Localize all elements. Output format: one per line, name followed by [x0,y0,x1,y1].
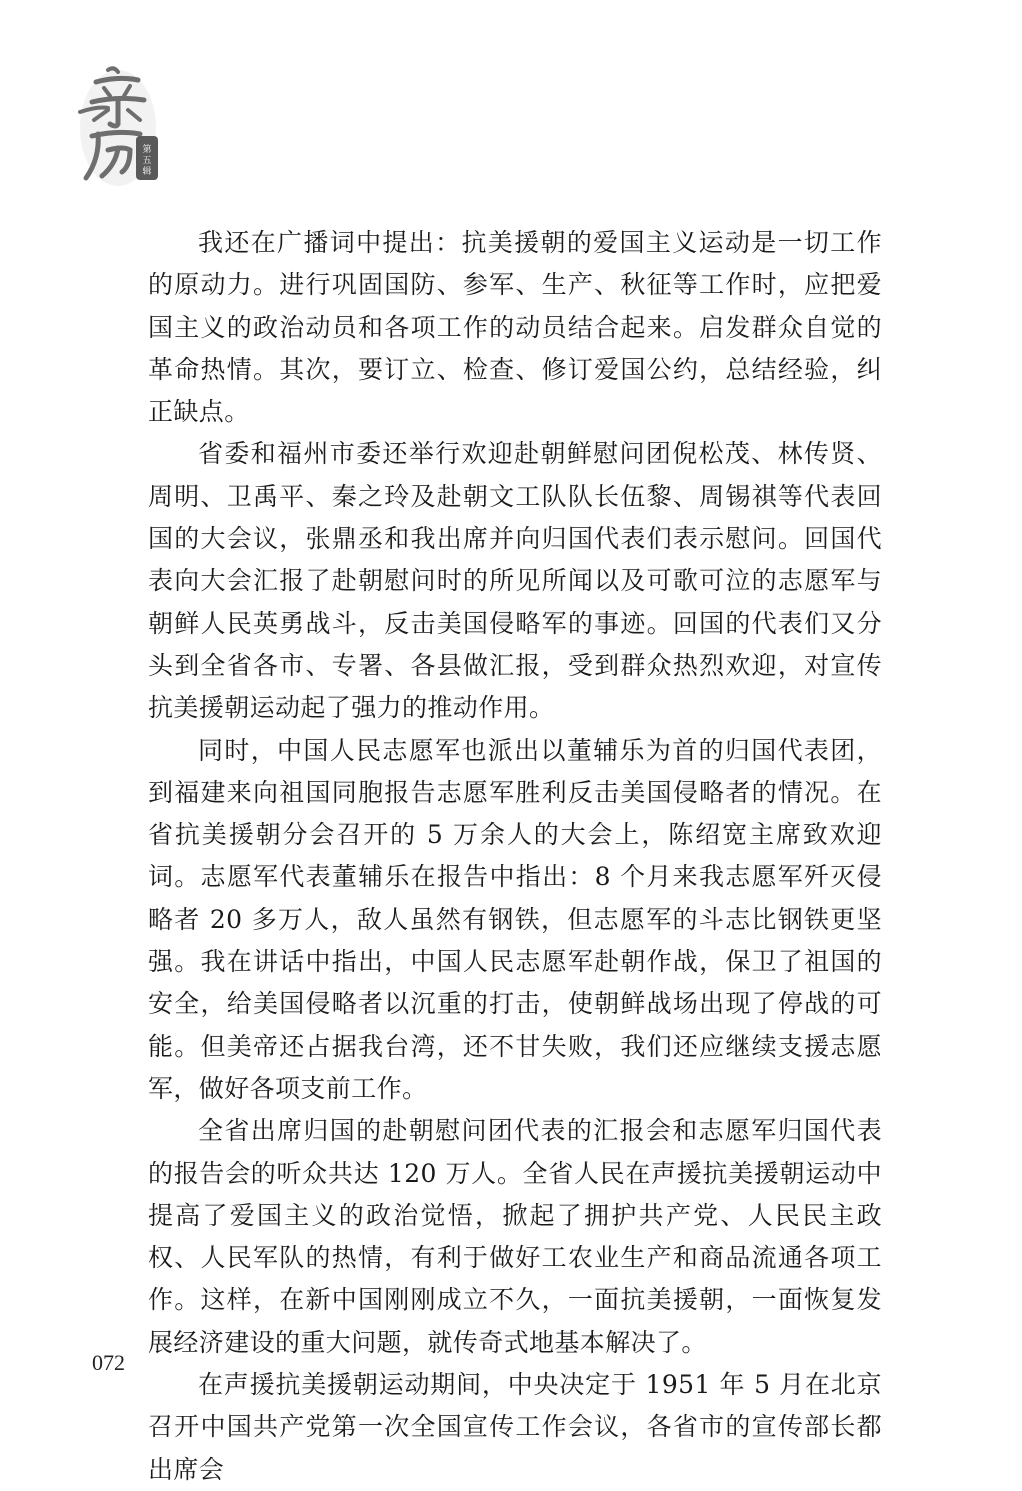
article-body [148,222,882,1491]
paragraph-propaganda-conference: 在声援抗美援朝运动期间，中央决定于 1951 年 5 月在北京召开中国共产党第一次全国宣传工作会议，各省市的宣传部长都出席会 [148,1370,882,1484]
logo-badge-char-1: 第 [142,145,152,155]
logo-badge-char-3: 辑 [142,167,152,177]
paragraph-broadcast-speech: 我还在广播词中提出：抗美援朝的爱国主义运动是一切工作的原动力。进行巩固国防、参军、生产、秋征等工作时，应把爱国主义的政治动员和各项工作的动员结合起来。启发群众自觉的革命热情。其次，要订立、检查、修订爱国公约，总结经验，纠正缺点。 [148,228,882,427]
paragraph-welcome-delegation: 省委和福州市委还举行欢迎赴朝鲜慰问团倪松茂、林传贤、周明、卫禹平、秦之玲及赴朝文工队队长伍黎、周锡祺等代表回国的大会议，张鼎丞和我出席并向归国代表们表示慰问。回国代表向大会汇报了赴朝慰问时的所见所闻以及可歌可泣的志愿军与朝鲜人民英勇战斗，反击美国侵略军的事迹。回国的代表们又分头到全省各市、专署、各县做汇报，受到群众热烈欢迎，对宣传抗美援朝运动起了强力的推动作用。 [148,439,882,723]
book-series-logo [78,62,164,188]
paragraph-volunteer-army-report: 同时，中国人民志愿军也派出以董辅乐为首的归国代表团，到福建来向祖国同胞报告志愿军胜利反击美国侵略者的情况。在省抗美援朝分会召开的 5 万余人的大会上，陈绍宽主席致欢迎词。志愿军代表董辅乐在报告中指出：8 个月来我志愿军歼灭侵略者 20 多万人，敌人虽然有钢铁，但志愿军的斗志比钢铁更坚强。我在讲话中指出，中国人民志愿军赴朝作战，保卫了祖国的安全，给美国侵略者以沉重的打击，使朝鲜战场出现了停战的可能。但美帝还占据我台湾，还不甘失败，我们还应继续支援志愿军，做好各项支前工作。 [148,735,882,1103]
calligraphy-logo-icon [78,62,164,188]
logo-badge-char-2: 五 [142,156,152,166]
paragraph-audience-total: 全省出席归国的赴朝慰问团代表的汇报会和志愿军归国代表的报告会的听众共达 120 万人。全省人民在声援抗美援朝运动中提高了爱国主义的政治觉悟，掀起了拥护共产党、人民民主政权、人民军队的热情，有利于做好工农业生产和商品流通各项工作。这样，在新中国刚刚成立不久，一面抗美援朝，一面恢复发展经济建设的重大问题，就传奇式地基本解决了。 [148,1116,882,1357]
page-number: 072 [92,1350,125,1375]
